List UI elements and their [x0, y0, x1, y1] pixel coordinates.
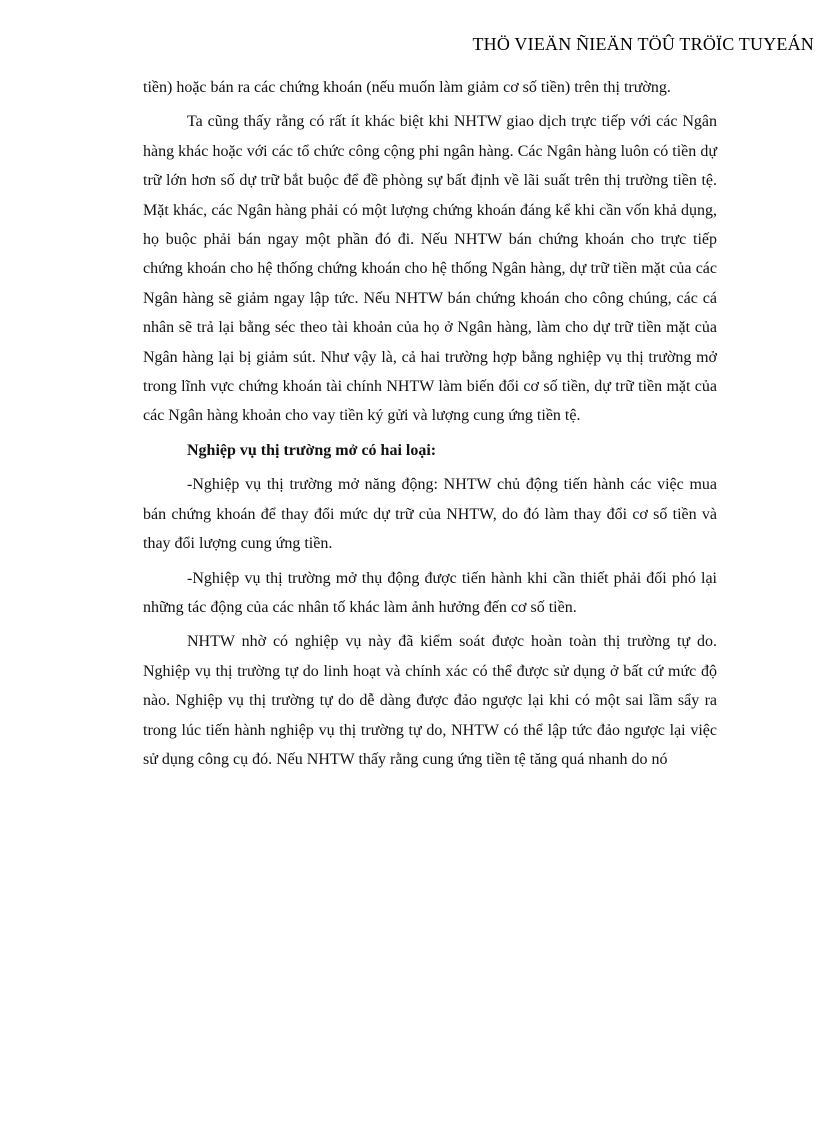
paragraph: Ta cũng thấy rằng có rất ít khác biệt khi NHTW giao dịch trực tiếp với các Ngân hàng khác hoặc với các tổ chức công cộng phi ngân hàng. Các Ngân hàng luôn có tiền dự trữ lớn hơn số dự trữ bắt buộc để đề phòng sự bất định về lãi suất trên thị trường tiền tệ. Mặt khác, các Ngân hàng phải có một lượng chứng khoán đáng kể khi cần vốn khả dụng, họ buộc phải bán ngay một phần đó đi. Nếu NHTW bán chứng khoán cho trực tiếp chứng khoán cho hệ thống chứng khoán cho hệ thống Ngân hàng, dự trữ tiền mặt của các Ngân hàng sẽ giảm ngay lập tức. Nếu NHTW bán chứng khoán cho công chúng, các cá nhân sẽ trả lại bằng séc theo tài khoản của họ ở Ngân hàng, làm cho dự trữ tiền mặt của Ngân hàng lại bị giảm sút. Như vậy là, cả hai trường hợp bằng nghiệp vụ thị trường mở trong lĩnh vực chứng khoán tài chính NHTW làm biến đổi cơ số tiền, dự trữ tiền mặt của các Ngân hàng khoản cho vay tiền ký gửi và lượng cung ứng tiền tệ. [143, 113, 717, 425]
page-header: THÖ VIEÄN ÑIEÄN TÖÛ TRÖÏC TUYEÁN [472, 34, 814, 54]
paragraph: NHTW nhờ có nghiệp vụ này đã kiểm soát được hoàn toàn thị trường tự do. Nghiệp vụ thị trường tự do linh hoạt và chính xác có thể được sử dụng ở bất cứ mức độ nào. Nghiệp vụ thị trường tự do dễ dàng được đảo ngược lại khi có một sai lầm sẩy ra trong lúc tiến hành nghiệp vụ thị trường tự do, NHTW có thể lập tức đảo ngược lại việc sử dụng công cụ đó. Nếu NHTW thấy rằng cung ứng tiền tệ tăng quá nhanh do nó [143, 633, 717, 768]
paragraph-continuation: tiền) hoặc bán ra các chứng khoán (nếu muốn làm giảm cơ số tiền) trên thị trường. [143, 79, 671, 96]
paragraph: -Nghiệp vụ thị trường mở thụ động được tiến hành khi cần thiết phải đối phó lại những tác động của các nhân tố khác làm ảnh hưởng đến cơ số tiền. [143, 569, 717, 616]
paragraph: -Nghiệp vụ thị trường mở năng động: NHTW chủ động tiến hành các việc mua bán chứng khoán để thay đổi mức dự trữ của NHTW, do đó làm thay đổi cơ số tiền và thay đổi lượng cung ứng tiền. [143, 476, 717, 553]
document-body [143, 73, 717, 774]
section-heading: Nghiệp vụ thị trường mở có hai loại: [187, 441, 437, 459]
